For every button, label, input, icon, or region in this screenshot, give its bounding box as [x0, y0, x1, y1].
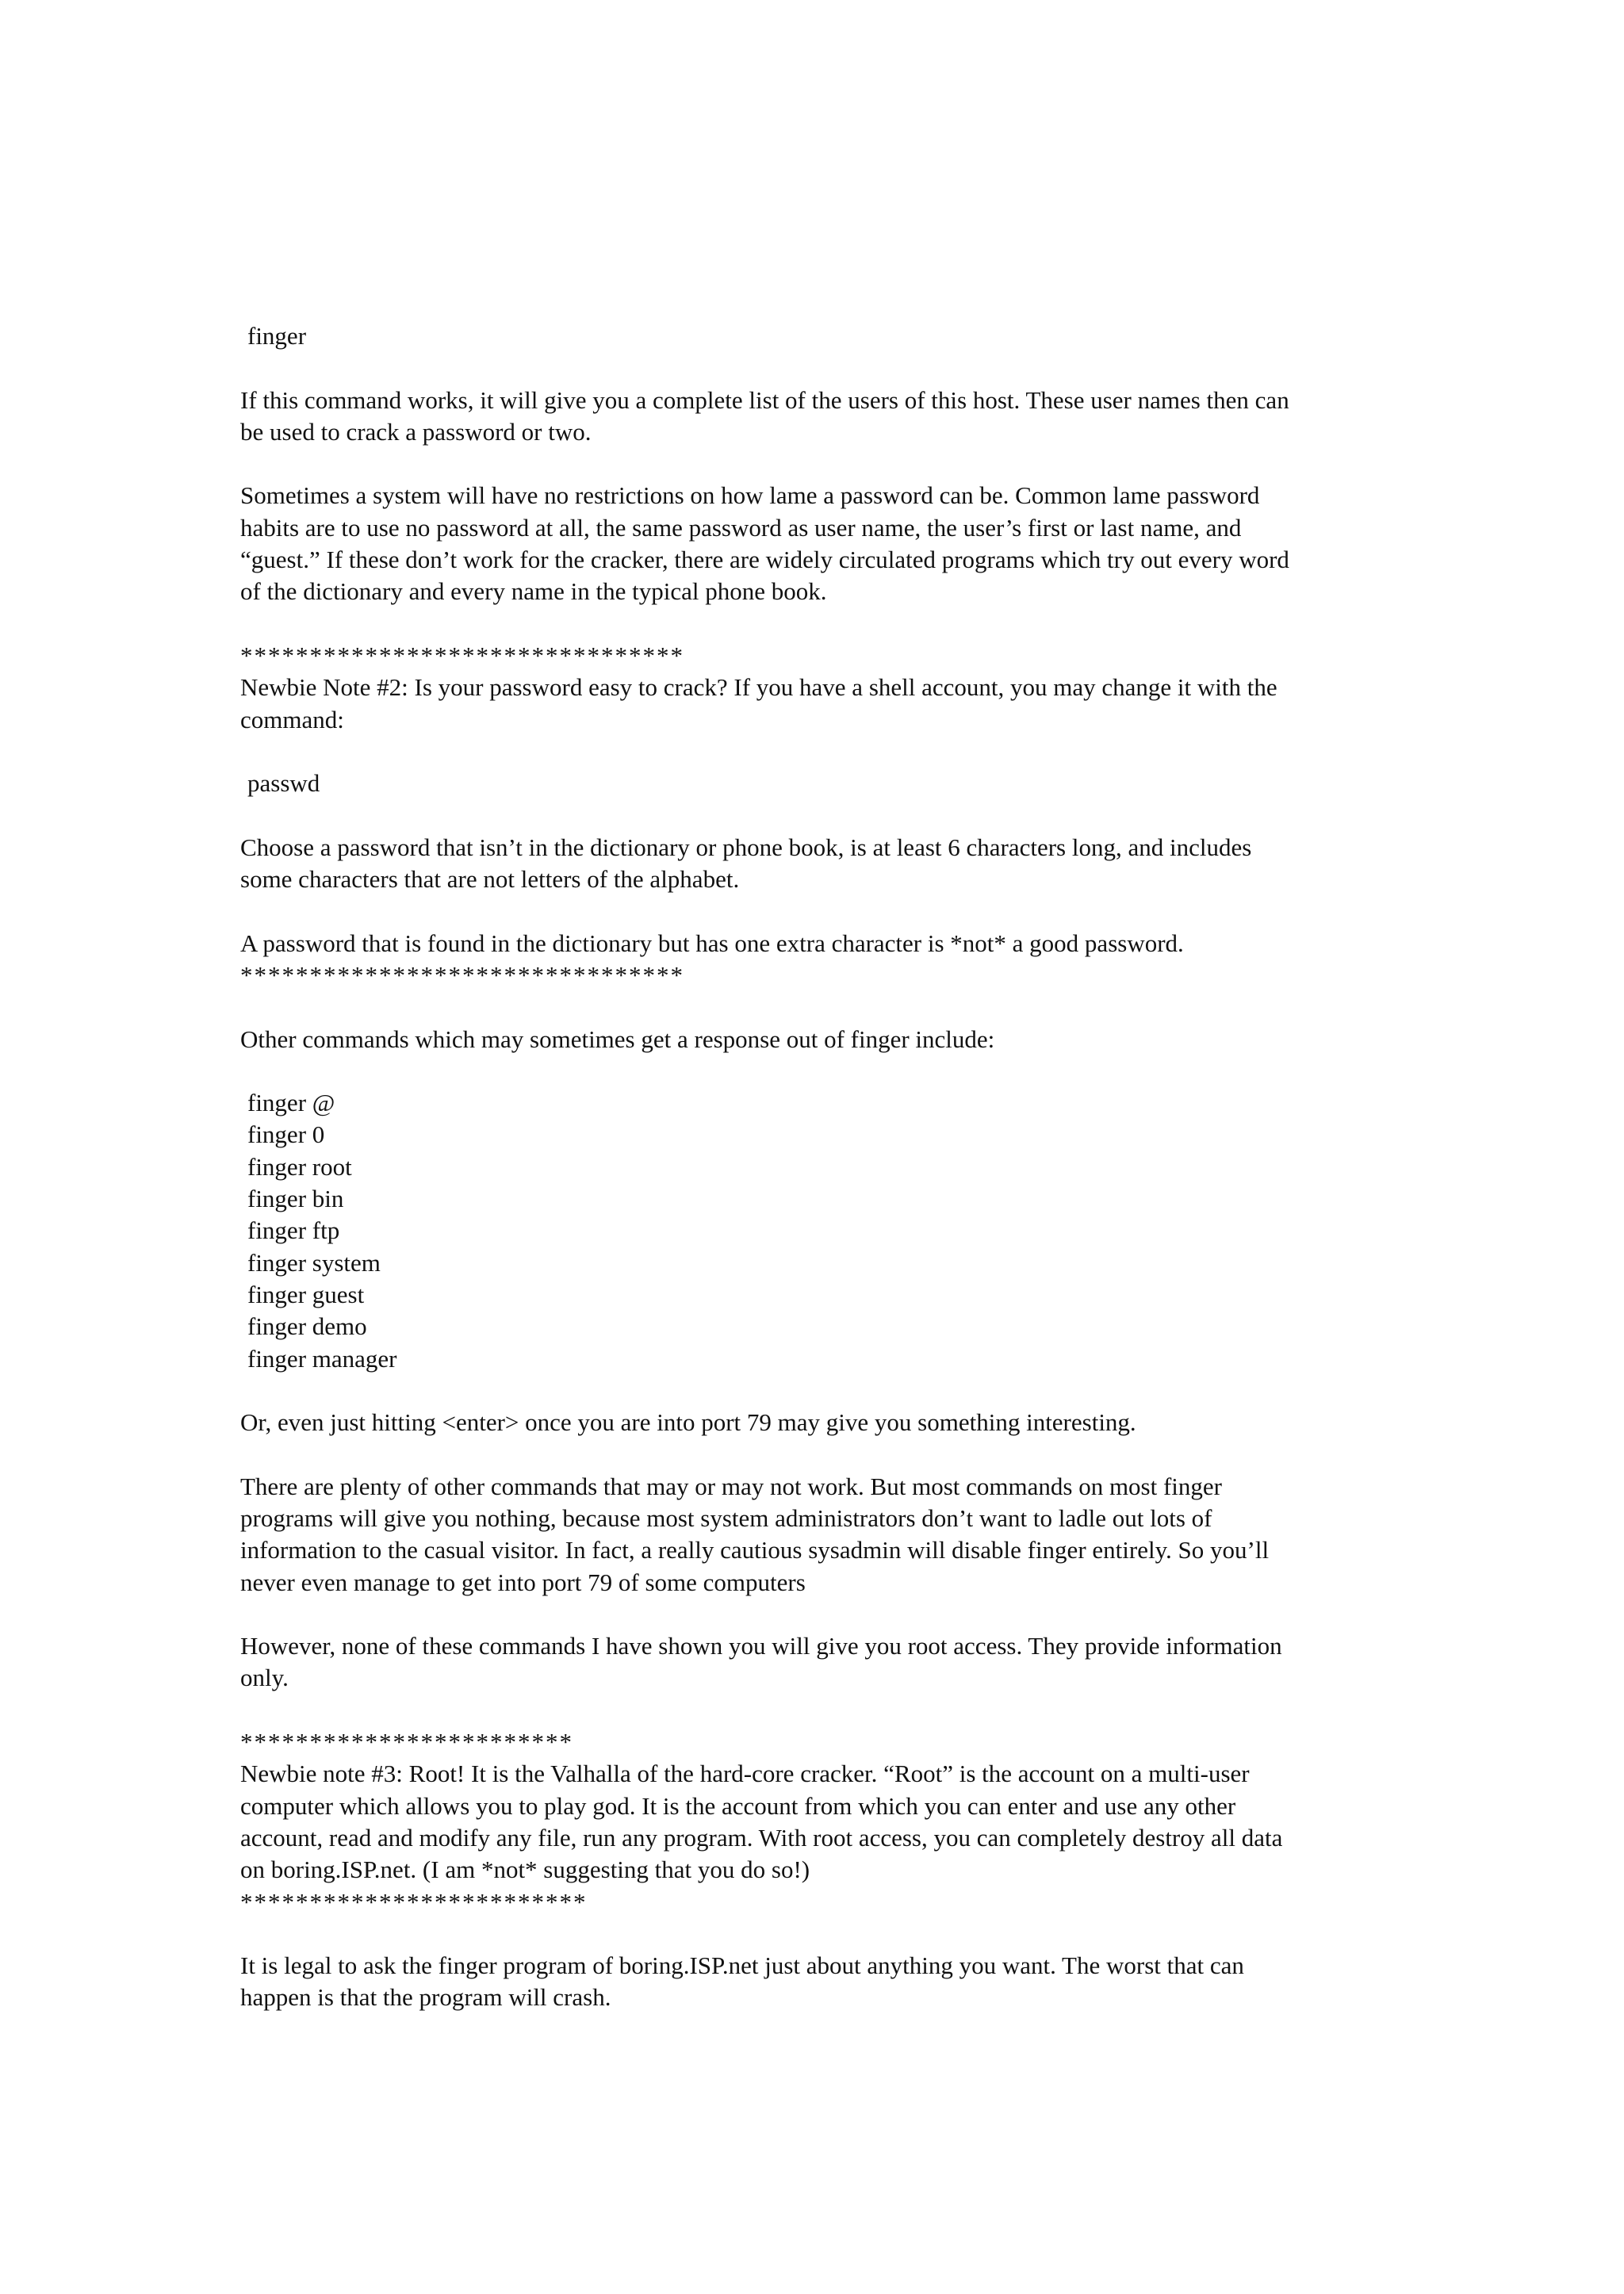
text-line: computer which allows you to play god. It is the account from which you can enter and use any other — [240, 1791, 1236, 1820]
command-line: finger system — [247, 1248, 381, 1277]
command-line: finger manager — [247, 1344, 397, 1373]
blank-line — [240, 991, 1382, 1023]
text-line: Sometimes a system will have no restrictions on how lame a password can be. Common lame password — [240, 481, 1260, 510]
text-line: It is legal to ask the finger program of boring.ISP.net just about anything you want. The worst that can — [240, 1951, 1244, 1980]
text-line: If this command works, it will give you a complete list of the users of this host. These user names then can — [240, 385, 1289, 414]
command-line: finger root — [247, 1152, 352, 1181]
text-line: on boring.ISP.net. (I am *not* suggesting that you do so!) — [240, 1855, 810, 1884]
asterisk-divider: ******************************** — [240, 641, 684, 669]
text-line: There are plenty of other commands that may or may not work. But most commands on most finger — [240, 1472, 1223, 1500]
text-line: Newbie Note #2: Is your password easy to crack? If you have a shell account, you may change it with the — [240, 673, 1277, 702]
text-line: some characters that are not letters of the alphabet. — [240, 865, 740, 894]
text-line: never even manage to get into port 79 of some computers — [240, 1568, 806, 1596]
blank-line — [240, 608, 1382, 640]
command-line: finger @ — [247, 1089, 335, 1117]
blank-line — [240, 1055, 1382, 1087]
text-line: Choose a password that isn’t in the dictionary or phone book, is at least 6 characters long, and includes — [240, 833, 1252, 861]
text-line: command: — [240, 705, 344, 733]
text-line: However, none of these commands I have shown you will give you root access. They provide information — [240, 1632, 1282, 1660]
text-line: Or, even just hitting <enter> once you are into port 79 may give you something interesting. — [240, 1408, 1136, 1437]
text-line: habits are to use no password at all, the same password as user name, the user’s first or last name, and — [240, 513, 1242, 542]
text-line: “guest.” If these don’t work for the cracker, there are widely circulated programs which try out every word — [240, 546, 1289, 574]
text-line: programs will give you nothing, because most system administrators don’t want to ladle out lots of — [240, 1503, 1212, 1532]
blank-line — [240, 352, 1382, 384]
blank-line — [240, 1599, 1382, 1630]
command-line: finger demo — [247, 1312, 367, 1341]
command-line: finger 0 — [247, 1120, 325, 1149]
text-line: information to the casual visitor. In fact, a really cautious sysadmin will disable finger entirely. So you’ll — [240, 1536, 1270, 1564]
text-line: of the dictionary and every name in the typical phone book. — [240, 577, 827, 606]
blank-line — [240, 895, 1382, 927]
blank-line — [240, 799, 1382, 831]
blank-line — [240, 1375, 1382, 1407]
document-page — [240, 320, 1382, 2014]
command-line: passwd — [247, 769, 320, 798]
command-line: finger ftp — [247, 1216, 340, 1245]
text-line: Newbie note #3: Root! It is the Valhalla of the hard-core cracker. “Root” is the account on a multi-user — [240, 1760, 1250, 1788]
asterisk-divider: ************************ — [240, 1728, 573, 1756]
text-line: be used to crack a password or two. — [240, 417, 592, 446]
command-line: finger — [247, 322, 307, 350]
command-line: finger bin — [247, 1185, 344, 1213]
text-line: only. — [240, 1664, 289, 1692]
command-line: finger guest — [247, 1280, 365, 1308]
text-line: happen is that the program will crash. — [240, 1983, 611, 2012]
blank-line — [240, 1918, 1382, 1950]
text-line: Other commands which may sometimes get a response out of finger include: — [240, 1024, 995, 1053]
asterisk-divider: ************************* — [240, 1887, 588, 1916]
text-line: A password that is found in the dictionary but has one extra character is *not* a good password. — [240, 929, 1184, 957]
asterisk-divider: ******************************** — [240, 960, 684, 989]
blank-line — [240, 1695, 1382, 1726]
blank-line — [240, 736, 1382, 768]
blank-line — [240, 448, 1382, 480]
text-line: account, read and modify any file, run any program. With root access, you can completely destroy all data — [240, 1823, 1283, 1852]
blank-line — [240, 1438, 1382, 1470]
